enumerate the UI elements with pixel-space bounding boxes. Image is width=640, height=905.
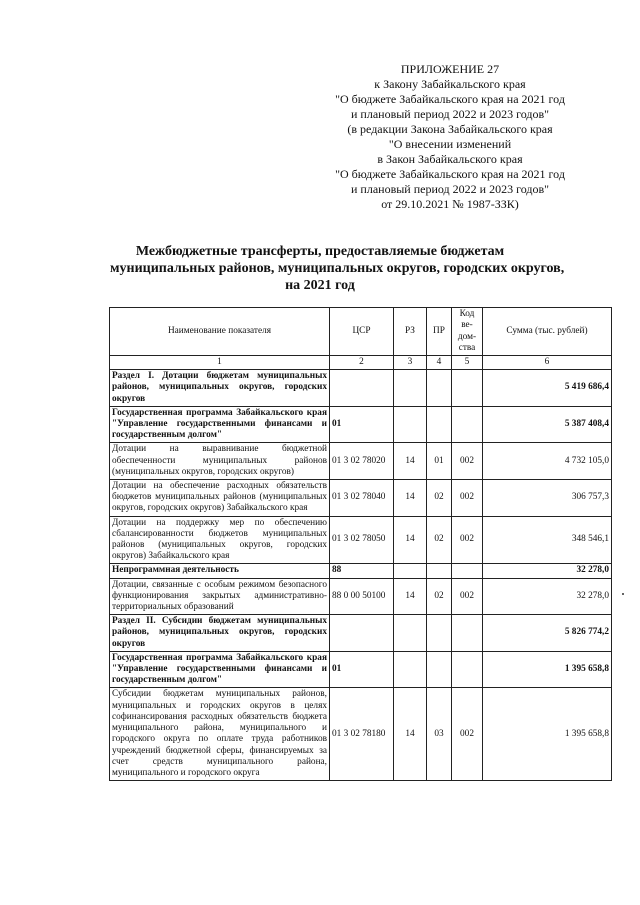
title-line: Межбюджетные трансферты, предоставляемые бюджетам (135, 244, 505, 259)
cell-rz: 14 (394, 688, 427, 781)
cell-csr (330, 615, 394, 652)
cell-name: Государственная программа Забайкальского края "Управление государственными финансами и государственным долгом" (110, 651, 330, 688)
appendix-header (300, 62, 600, 212)
cell-pr: 03 (427, 688, 452, 781)
cell-name: Дотации, связанные с особым режимом безопасного функционирования закрытых административно-территориальных образований (110, 578, 330, 615)
table-row (110, 370, 612, 407)
header-line: "О бюджете Забайкальского края на 2021 год (335, 167, 565, 181)
table-row (110, 564, 612, 578)
cell-pr (427, 406, 452, 443)
cell-ved (452, 406, 483, 443)
cell-sum: 32 278,0 (483, 578, 612, 615)
table-row (110, 651, 612, 688)
cell-sum: 348 546,1 (483, 516, 612, 564)
cell-name: Раздел I. Дотации бюджетам муниципальных районов, муниципальных округов, городских округов (110, 370, 330, 407)
cell-csr: 01 3 02 78040 (330, 480, 394, 517)
cell-ved (452, 615, 483, 652)
header-line: и плановый период 2022 и 2023 годов" (350, 107, 550, 121)
column-number: 4 (427, 356, 452, 370)
title-line: на 2021 год (285, 278, 355, 293)
cell-sum: 32 278,0 (483, 564, 612, 578)
cell-ved: 002 (452, 516, 483, 564)
cell-rz (394, 615, 427, 652)
cell-csr: 01 3 02 78020 (330, 443, 394, 480)
table-row (110, 443, 612, 480)
column-number: 5 (452, 356, 483, 370)
cell-name: Субсидии бюджетам муниципальных районов, муниципальных и городских округов в целях софинансирования расходных обязательств бюджета муниципального района, муниципального и городского округа по оплате труда работников учреждений бюджетной сферы, финансируемых за счет средств муниципального района, муниципального и городского округа (110, 688, 330, 781)
cell-pr (427, 651, 452, 688)
header-line: в Закон Забайкальского края (377, 152, 523, 166)
table-row (110, 578, 612, 615)
header-line: от 29.10.2021 № 1987-ЗЗК) (381, 197, 519, 211)
cell-csr: 01 (330, 651, 394, 688)
table-row (110, 480, 612, 517)
cell-ved: 002 (452, 480, 483, 517)
cell-csr (330, 370, 394, 407)
cell-rz: 14 (394, 443, 427, 480)
table-row (110, 516, 612, 564)
header-ved: Код ве-дом-ства (452, 308, 483, 356)
cell-name: Дотации на поддержку мер по обеспечению сбалансированности бюджетов муниципальных районов (муниципальных округов, городских округов) Забайкальского края (110, 516, 330, 564)
cell-ved (452, 564, 483, 578)
cell-sum: 1 395 658,8 (483, 651, 612, 688)
cell-rz: 14 (394, 480, 427, 517)
cell-sum: 1 395 658,8 (483, 688, 612, 781)
cell-pr: 02 (427, 516, 452, 564)
cell-pr (427, 370, 452, 407)
cell-sum: 306 757,3 (483, 480, 612, 517)
cell-sum: 4 732 105,0 (483, 443, 612, 480)
title-line: муниципальных районов, муниципальных округов, городских округов, (110, 261, 565, 276)
header-line: "О внесении изменений (388, 137, 512, 151)
cell-name: Дотации на обеспечение расходных обязательств бюджетов муниципальных районов (муниципальных округов, городских округов) Забайкальского края (110, 480, 330, 517)
header-line: и плановый период 2022 и 2023 годов" (350, 182, 550, 196)
cell-name: Государственная программа Забайкальского края "Управление государственными финансами и государственным долгом" (110, 406, 330, 443)
scan-speck (622, 593, 624, 595)
budget-table (109, 307, 612, 781)
document-title (110, 243, 565, 294)
table-row (110, 406, 612, 443)
header-csr: ЦСР (330, 308, 394, 356)
cell-pr: 02 (427, 578, 452, 615)
table-row (110, 688, 612, 781)
column-number: 6 (483, 356, 612, 370)
header-line: ПРИЛОЖЕНИЕ 27 (400, 62, 500, 76)
cell-name: Раздел II. Субсидии бюджетам муниципальных районов, муниципальных округов, городских округов (110, 615, 330, 652)
header-name: Наименование показателя (110, 308, 330, 356)
cell-ved (452, 651, 483, 688)
cell-pr (427, 564, 452, 578)
column-number: 3 (394, 356, 427, 370)
column-number: 2 (330, 356, 394, 370)
cell-rz (394, 564, 427, 578)
cell-rz (394, 370, 427, 407)
cell-csr: 88 (330, 564, 394, 578)
cell-pr (427, 615, 452, 652)
cell-rz: 14 (394, 578, 427, 615)
header-sum: Сумма (тыс. рублей) (483, 308, 612, 356)
cell-ved: 002 (452, 578, 483, 615)
cell-ved: 002 (452, 443, 483, 480)
cell-pr: 02 (427, 480, 452, 517)
cell-sum: 5 826 774,2 (483, 615, 612, 652)
header-line: "О бюджете Забайкальского края на 2021 год (335, 92, 565, 106)
header-line: к Закону Забайкальского края (374, 77, 526, 91)
header-line: (в редакции Закона Забайкальского края (347, 122, 553, 136)
cell-csr: 88 0 00 50100 (330, 578, 394, 615)
cell-rz (394, 406, 427, 443)
cell-csr: 01 3 02 78050 (330, 516, 394, 564)
header-rz: РЗ (394, 308, 427, 356)
cell-pr: 01 (427, 443, 452, 480)
cell-ved (452, 370, 483, 407)
table-row (110, 615, 612, 652)
cell-rz: 14 (394, 516, 427, 564)
cell-rz (394, 651, 427, 688)
cell-sum: 5 419 686,4 (483, 370, 612, 407)
column-number-row (110, 356, 612, 370)
cell-name: Дотации на выравнивание бюджетной обеспеченности муниципальных районов (муниципальных округов, городских округов) (110, 443, 330, 480)
cell-name: Непрограммная деятельность (110, 564, 330, 578)
cell-csr: 01 3 02 78180 (330, 688, 394, 781)
column-number: 1 (110, 356, 330, 370)
cell-sum: 5 387 408,4 (483, 406, 612, 443)
cell-csr: 01 (330, 406, 394, 443)
table-header-row (110, 308, 612, 356)
header-pr: ПР (427, 308, 452, 356)
cell-ved: 002 (452, 688, 483, 781)
